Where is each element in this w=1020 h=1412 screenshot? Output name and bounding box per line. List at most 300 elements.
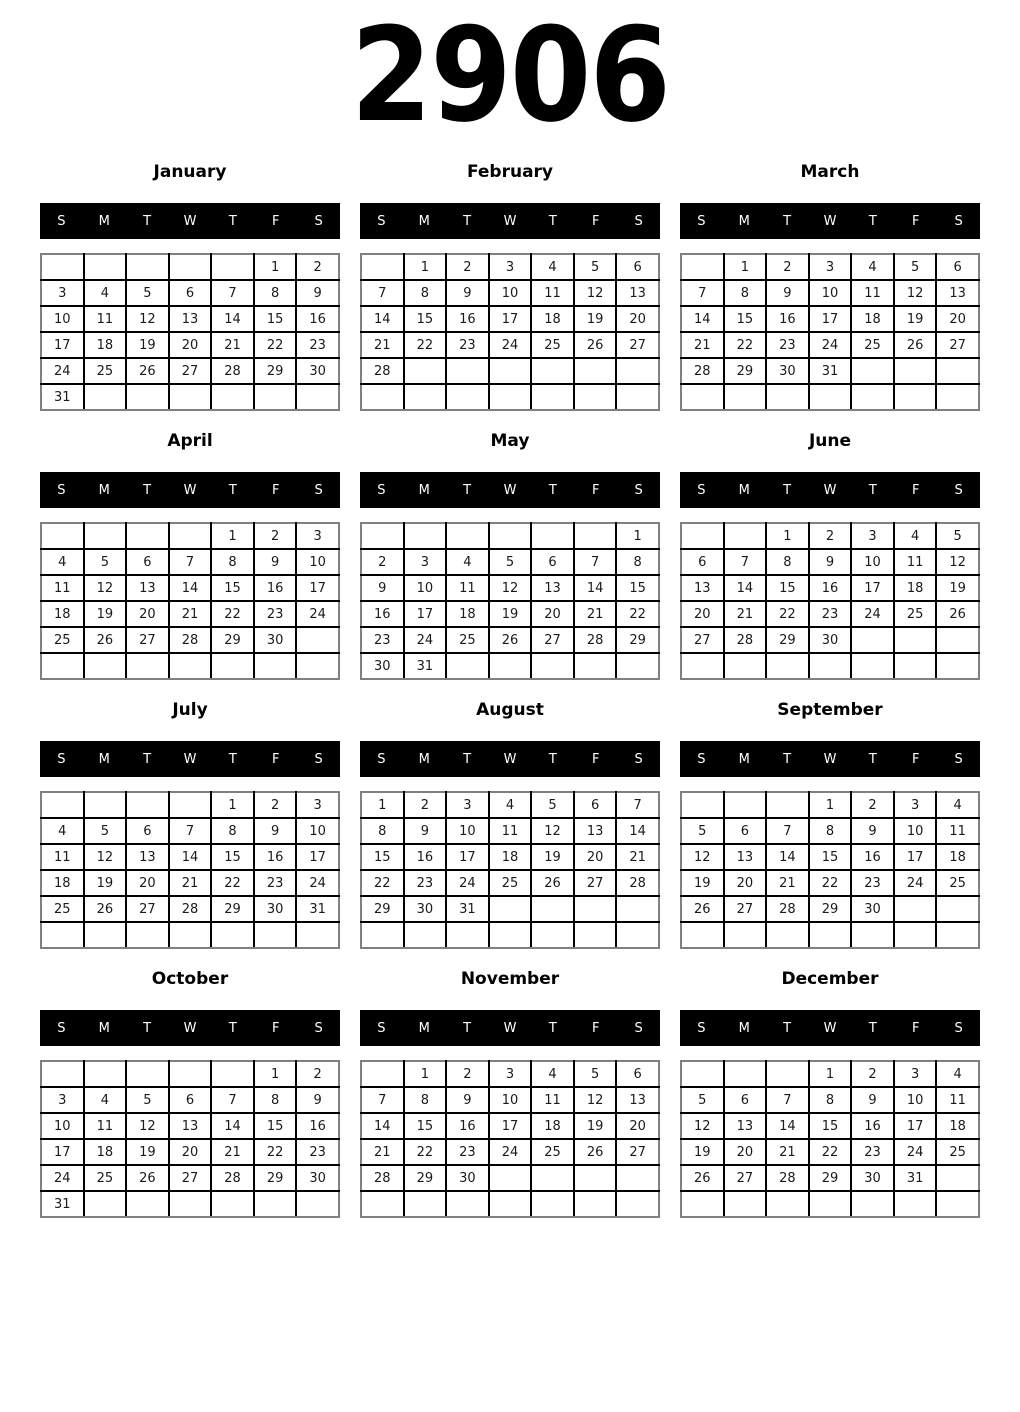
week-row bbox=[41, 601, 339, 627]
date-cell: 10 bbox=[809, 280, 852, 306]
date-cell: 12 bbox=[574, 280, 617, 306]
date-cell: 9 bbox=[851, 1087, 894, 1113]
date-cell: 11 bbox=[531, 280, 574, 306]
weekday-label: S bbox=[314, 482, 323, 498]
empty-cell bbox=[681, 922, 724, 948]
date-cell: 7 bbox=[574, 549, 617, 575]
weekday-label: W bbox=[183, 213, 197, 229]
date-cell: 7 bbox=[211, 1087, 254, 1113]
empty-cell bbox=[296, 653, 339, 679]
date-cell: 16 bbox=[361, 601, 404, 627]
empty-cell bbox=[574, 653, 617, 679]
date-cell: 29 bbox=[211, 627, 254, 653]
weekday-label: F bbox=[911, 1020, 920, 1036]
date-cell: 31 bbox=[41, 1191, 84, 1217]
date-cell: 24 bbox=[851, 601, 894, 627]
date-cell: 19 bbox=[681, 1139, 724, 1165]
date-cell: 27 bbox=[169, 1165, 212, 1191]
empty-cell bbox=[681, 384, 724, 410]
weekday-label: S bbox=[634, 213, 643, 229]
empty-cell bbox=[169, 384, 212, 410]
date-cell: 6 bbox=[169, 280, 212, 306]
weekday-label: S bbox=[634, 1020, 643, 1036]
date-cell: 15 bbox=[254, 306, 297, 332]
empty-cell bbox=[126, 254, 169, 280]
weekday-label: S bbox=[954, 213, 963, 229]
weekday-label: S bbox=[697, 1020, 706, 1036]
date-cell: 25 bbox=[531, 1139, 574, 1165]
empty-cell bbox=[361, 523, 404, 549]
date-cell: 4 bbox=[489, 792, 532, 818]
date-cell: 1 bbox=[404, 254, 447, 280]
weekday-header bbox=[680, 1010, 980, 1046]
empty-cell bbox=[851, 922, 894, 948]
date-grid bbox=[40, 522, 340, 680]
date-cell: 17 bbox=[446, 844, 489, 870]
date-cell: 11 bbox=[936, 818, 979, 844]
date-cell: 6 bbox=[531, 549, 574, 575]
date-cell: 17 bbox=[851, 575, 894, 601]
date-cell: 19 bbox=[489, 601, 532, 627]
empty-cell bbox=[574, 523, 617, 549]
empty-cell bbox=[616, 1191, 659, 1217]
weekday-label: T bbox=[868, 482, 877, 498]
date-cell: 3 bbox=[296, 792, 339, 818]
date-cell: 16 bbox=[851, 844, 894, 870]
date-cell: 9 bbox=[404, 818, 447, 844]
date-cell: 16 bbox=[296, 1113, 339, 1139]
weekday-label: T bbox=[548, 1020, 557, 1036]
date-cell: 19 bbox=[531, 844, 574, 870]
weekday-header bbox=[40, 472, 340, 508]
date-cell: 26 bbox=[84, 896, 127, 922]
date-cell: 18 bbox=[531, 1113, 574, 1139]
date-cell: 13 bbox=[616, 280, 659, 306]
date-cell: 29 bbox=[254, 1165, 297, 1191]
date-cell: 14 bbox=[766, 844, 809, 870]
date-cell: 20 bbox=[126, 601, 169, 627]
date-cell: 18 bbox=[41, 870, 84, 896]
date-cell: 24 bbox=[894, 1139, 937, 1165]
weekday-label: T bbox=[783, 482, 792, 498]
date-cell: 21 bbox=[361, 1139, 404, 1165]
date-grid bbox=[360, 791, 660, 949]
date-cell: 10 bbox=[404, 575, 447, 601]
weekday-label: W bbox=[823, 751, 837, 767]
date-cell: 6 bbox=[724, 818, 767, 844]
week-row bbox=[681, 870, 979, 896]
weekday-label: T bbox=[868, 751, 877, 767]
date-cell: 11 bbox=[84, 1113, 127, 1139]
week-row bbox=[361, 1139, 659, 1165]
week-row bbox=[361, 280, 659, 306]
date-cell: 2 bbox=[296, 1061, 339, 1087]
empty-cell bbox=[84, 922, 127, 948]
date-cell: 16 bbox=[446, 306, 489, 332]
month-name: April bbox=[167, 431, 213, 451]
date-cell: 20 bbox=[724, 1139, 767, 1165]
date-cell: 14 bbox=[361, 1113, 404, 1139]
date-cell: 23 bbox=[766, 332, 809, 358]
date-cell: 24 bbox=[489, 332, 532, 358]
date-cell: 11 bbox=[531, 1087, 574, 1113]
empty-cell bbox=[724, 792, 767, 818]
date-cell: 26 bbox=[681, 896, 724, 922]
weekday-label: S bbox=[314, 213, 323, 229]
date-cell: 14 bbox=[681, 306, 724, 332]
date-cell: 26 bbox=[936, 601, 979, 627]
empty-cell bbox=[84, 384, 127, 410]
date-cell: 16 bbox=[404, 844, 447, 870]
weekday-label: S bbox=[314, 1020, 323, 1036]
empty-cell bbox=[616, 653, 659, 679]
year-title-text: 2906 bbox=[350, 0, 670, 151]
weekday-label: M bbox=[418, 213, 430, 229]
date-cell: 1 bbox=[724, 254, 767, 280]
week-row bbox=[41, 1113, 339, 1139]
weekday-label: W bbox=[823, 1020, 837, 1036]
empty-cell bbox=[574, 384, 617, 410]
date-cell: 26 bbox=[531, 870, 574, 896]
weekday-label: S bbox=[697, 213, 706, 229]
date-cell: 29 bbox=[724, 358, 767, 384]
month-january bbox=[40, 162, 340, 411]
date-cell: 29 bbox=[404, 1165, 447, 1191]
date-cell: 25 bbox=[41, 627, 84, 653]
date-cell: 15 bbox=[211, 844, 254, 870]
date-grid bbox=[680, 1060, 980, 1218]
empty-cell bbox=[489, 384, 532, 410]
month-march bbox=[680, 162, 980, 411]
date-cell: 16 bbox=[254, 575, 297, 601]
date-cell: 3 bbox=[404, 549, 447, 575]
weekday-label: F bbox=[911, 482, 920, 498]
date-cell: 14 bbox=[574, 575, 617, 601]
date-cell: 25 bbox=[936, 1139, 979, 1165]
date-cell: 6 bbox=[936, 254, 979, 280]
date-cell: 17 bbox=[809, 306, 852, 332]
empty-cell bbox=[574, 358, 617, 384]
month-name: September bbox=[777, 700, 883, 720]
weekday-label: W bbox=[503, 751, 517, 767]
empty-cell bbox=[296, 384, 339, 410]
date-cell: 5 bbox=[84, 549, 127, 575]
month-august bbox=[360, 700, 660, 949]
date-cell: 27 bbox=[681, 627, 724, 653]
date-cell: 4 bbox=[531, 1061, 574, 1087]
date-cell: 9 bbox=[254, 818, 297, 844]
date-cell: 11 bbox=[851, 280, 894, 306]
date-cell: 31 bbox=[446, 896, 489, 922]
date-cell: 5 bbox=[126, 1087, 169, 1113]
empty-cell bbox=[41, 523, 84, 549]
date-cell: 20 bbox=[616, 1113, 659, 1139]
date-cell: 27 bbox=[126, 627, 169, 653]
date-cell: 12 bbox=[126, 1113, 169, 1139]
date-cell: 22 bbox=[254, 1139, 297, 1165]
date-cell: 7 bbox=[766, 818, 809, 844]
weekday-label: M bbox=[98, 751, 110, 767]
date-cell: 24 bbox=[41, 358, 84, 384]
date-cell: 16 bbox=[254, 844, 297, 870]
date-cell: 8 bbox=[254, 280, 297, 306]
date-cell: 29 bbox=[809, 1165, 852, 1191]
date-cell: 5 bbox=[489, 549, 532, 575]
week-row bbox=[41, 1087, 339, 1113]
empty-cell bbox=[531, 384, 574, 410]
date-cell: 28 bbox=[169, 627, 212, 653]
empty-cell bbox=[489, 1191, 532, 1217]
date-cell: 22 bbox=[254, 332, 297, 358]
date-cell: 17 bbox=[41, 1139, 84, 1165]
month-october bbox=[40, 969, 340, 1218]
week-row bbox=[361, 896, 659, 922]
date-cell: 12 bbox=[936, 549, 979, 575]
date-cell: 27 bbox=[724, 1165, 767, 1191]
date-cell: 13 bbox=[531, 575, 574, 601]
empty-cell bbox=[531, 523, 574, 549]
month-name: October bbox=[151, 969, 229, 989]
weekday-label: S bbox=[314, 751, 323, 767]
week-row bbox=[41, 523, 339, 549]
month-september bbox=[680, 700, 980, 949]
date-cell: 8 bbox=[361, 818, 404, 844]
date-cell: 5 bbox=[894, 254, 937, 280]
empty-cell bbox=[41, 254, 84, 280]
empty-cell bbox=[894, 358, 937, 384]
week-row bbox=[361, 792, 659, 818]
date-cell: 13 bbox=[126, 575, 169, 601]
date-cell: 25 bbox=[41, 896, 84, 922]
date-cell: 30 bbox=[296, 358, 339, 384]
date-cell: 31 bbox=[296, 896, 339, 922]
date-cell: 22 bbox=[211, 601, 254, 627]
date-cell: 24 bbox=[296, 870, 339, 896]
weekday-label: F bbox=[591, 482, 600, 498]
week-row bbox=[681, 1191, 979, 1217]
empty-cell bbox=[894, 653, 937, 679]
empty-cell bbox=[574, 922, 617, 948]
date-cell: 6 bbox=[574, 792, 617, 818]
date-cell: 1 bbox=[254, 1061, 297, 1087]
empty-cell bbox=[936, 358, 979, 384]
empty-cell bbox=[851, 358, 894, 384]
empty-cell bbox=[681, 254, 724, 280]
empty-cell bbox=[169, 1061, 212, 1087]
date-cell: 25 bbox=[84, 358, 127, 384]
empty-cell bbox=[809, 1191, 852, 1217]
date-cell: 3 bbox=[296, 523, 339, 549]
date-cell: 26 bbox=[126, 358, 169, 384]
date-cell: 26 bbox=[894, 332, 937, 358]
week-row bbox=[41, 575, 339, 601]
date-cell: 13 bbox=[936, 280, 979, 306]
weekday-label: T bbox=[783, 213, 792, 229]
empty-cell bbox=[41, 792, 84, 818]
date-grid bbox=[40, 1060, 340, 1218]
date-cell: 27 bbox=[574, 870, 617, 896]
date-cell: 26 bbox=[574, 332, 617, 358]
date-cell: 7 bbox=[211, 280, 254, 306]
date-cell: 23 bbox=[851, 1139, 894, 1165]
date-cell: 7 bbox=[169, 818, 212, 844]
date-cell: 5 bbox=[681, 818, 724, 844]
empty-cell bbox=[296, 627, 339, 653]
empty-cell bbox=[361, 1191, 404, 1217]
weekday-label: T bbox=[228, 1020, 237, 1036]
date-cell: 12 bbox=[489, 575, 532, 601]
date-cell: 2 bbox=[851, 1061, 894, 1087]
week-row bbox=[361, 1061, 659, 1087]
weekday-label: S bbox=[377, 751, 386, 767]
date-cell: 5 bbox=[574, 254, 617, 280]
week-row bbox=[681, 1165, 979, 1191]
empty-cell bbox=[681, 1191, 724, 1217]
date-cell: 1 bbox=[766, 523, 809, 549]
week-row bbox=[41, 1061, 339, 1087]
week-row bbox=[41, 844, 339, 870]
date-cell: 26 bbox=[84, 627, 127, 653]
week-row bbox=[361, 523, 659, 549]
date-cell: 4 bbox=[84, 1087, 127, 1113]
week-row bbox=[41, 254, 339, 280]
months-grid bbox=[40, 162, 980, 1218]
empty-cell bbox=[446, 358, 489, 384]
empty-cell bbox=[851, 627, 894, 653]
date-cell: 28 bbox=[361, 358, 404, 384]
date-cell: 17 bbox=[296, 844, 339, 870]
weekday-label: T bbox=[143, 1020, 152, 1036]
month-name: November bbox=[460, 969, 560, 989]
date-cell: 24 bbox=[296, 601, 339, 627]
date-cell: 3 bbox=[894, 792, 937, 818]
date-cell: 14 bbox=[211, 306, 254, 332]
empty-cell bbox=[616, 1165, 659, 1191]
weekday-label: T bbox=[228, 213, 237, 229]
date-cell: 14 bbox=[766, 1113, 809, 1139]
date-cell: 1 bbox=[616, 523, 659, 549]
date-cell: 21 bbox=[616, 844, 659, 870]
empty-cell bbox=[936, 896, 979, 922]
date-cell: 10 bbox=[851, 549, 894, 575]
empty-cell bbox=[41, 1061, 84, 1087]
empty-cell bbox=[211, 254, 254, 280]
date-cell: 2 bbox=[851, 792, 894, 818]
empty-cell bbox=[361, 1061, 404, 1087]
empty-cell bbox=[851, 1191, 894, 1217]
weekday-label: S bbox=[697, 482, 706, 498]
empty-cell bbox=[531, 896, 574, 922]
date-cell: 18 bbox=[531, 306, 574, 332]
weekday-label: M bbox=[98, 482, 110, 498]
date-cell: 25 bbox=[84, 1165, 127, 1191]
weekday-label: S bbox=[377, 213, 386, 229]
week-row bbox=[361, 549, 659, 575]
date-cell: 23 bbox=[361, 627, 404, 653]
week-row bbox=[361, 358, 659, 384]
date-cell: 6 bbox=[126, 549, 169, 575]
date-cell: 17 bbox=[489, 306, 532, 332]
date-cell: 8 bbox=[616, 549, 659, 575]
month-name: August bbox=[476, 700, 544, 720]
date-cell: 1 bbox=[404, 1061, 447, 1087]
weekday-label: M bbox=[98, 1020, 110, 1036]
date-cell: 7 bbox=[766, 1087, 809, 1113]
date-cell: 4 bbox=[936, 792, 979, 818]
date-cell: 19 bbox=[894, 306, 937, 332]
date-cell: 15 bbox=[254, 1113, 297, 1139]
empty-cell bbox=[169, 922, 212, 948]
date-cell: 8 bbox=[254, 1087, 297, 1113]
empty-cell bbox=[851, 384, 894, 410]
date-cell: 9 bbox=[296, 1087, 339, 1113]
date-cell: 9 bbox=[361, 575, 404, 601]
week-row bbox=[41, 653, 339, 679]
date-cell: 4 bbox=[936, 1061, 979, 1087]
week-row bbox=[361, 818, 659, 844]
weekday-label: F bbox=[271, 1020, 280, 1036]
week-row bbox=[681, 922, 979, 948]
date-cell: 18 bbox=[489, 844, 532, 870]
date-cell: 27 bbox=[616, 1139, 659, 1165]
date-cell: 19 bbox=[681, 870, 724, 896]
empty-cell bbox=[616, 896, 659, 922]
date-cell: 20 bbox=[681, 601, 724, 627]
empty-cell bbox=[126, 653, 169, 679]
weekday-label: S bbox=[634, 751, 643, 767]
date-cell: 17 bbox=[894, 844, 937, 870]
date-cell: 4 bbox=[851, 254, 894, 280]
date-cell: 11 bbox=[41, 575, 84, 601]
empty-cell bbox=[446, 653, 489, 679]
date-cell: 8 bbox=[404, 280, 447, 306]
week-row bbox=[681, 384, 979, 410]
date-cell: 26 bbox=[489, 627, 532, 653]
date-cell: 9 bbox=[809, 549, 852, 575]
week-row bbox=[681, 549, 979, 575]
week-row bbox=[41, 358, 339, 384]
date-cell: 30 bbox=[766, 358, 809, 384]
date-cell: 12 bbox=[84, 844, 127, 870]
weekday-label: W bbox=[823, 482, 837, 498]
empty-cell bbox=[681, 523, 724, 549]
date-cell: 27 bbox=[126, 896, 169, 922]
week-row bbox=[361, 384, 659, 410]
date-cell: 3 bbox=[894, 1061, 937, 1087]
empty-cell bbox=[724, 1191, 767, 1217]
date-cell: 10 bbox=[296, 818, 339, 844]
empty-cell bbox=[894, 1191, 937, 1217]
empty-cell bbox=[616, 384, 659, 410]
date-cell: 7 bbox=[361, 280, 404, 306]
date-cell: 5 bbox=[126, 280, 169, 306]
date-cell: 14 bbox=[211, 1113, 254, 1139]
empty-cell bbox=[84, 1061, 127, 1087]
date-cell: 1 bbox=[809, 792, 852, 818]
date-cell: 9 bbox=[766, 280, 809, 306]
empty-cell bbox=[724, 384, 767, 410]
weekday-label: F bbox=[591, 1020, 600, 1036]
empty-cell bbox=[404, 1191, 447, 1217]
weekday-label: W bbox=[823, 213, 837, 229]
date-cell: 20 bbox=[936, 306, 979, 332]
date-cell: 10 bbox=[41, 1113, 84, 1139]
empty-cell bbox=[531, 653, 574, 679]
empty-cell bbox=[616, 922, 659, 948]
date-cell: 27 bbox=[936, 332, 979, 358]
date-cell: 13 bbox=[724, 844, 767, 870]
date-cell: 5 bbox=[531, 792, 574, 818]
